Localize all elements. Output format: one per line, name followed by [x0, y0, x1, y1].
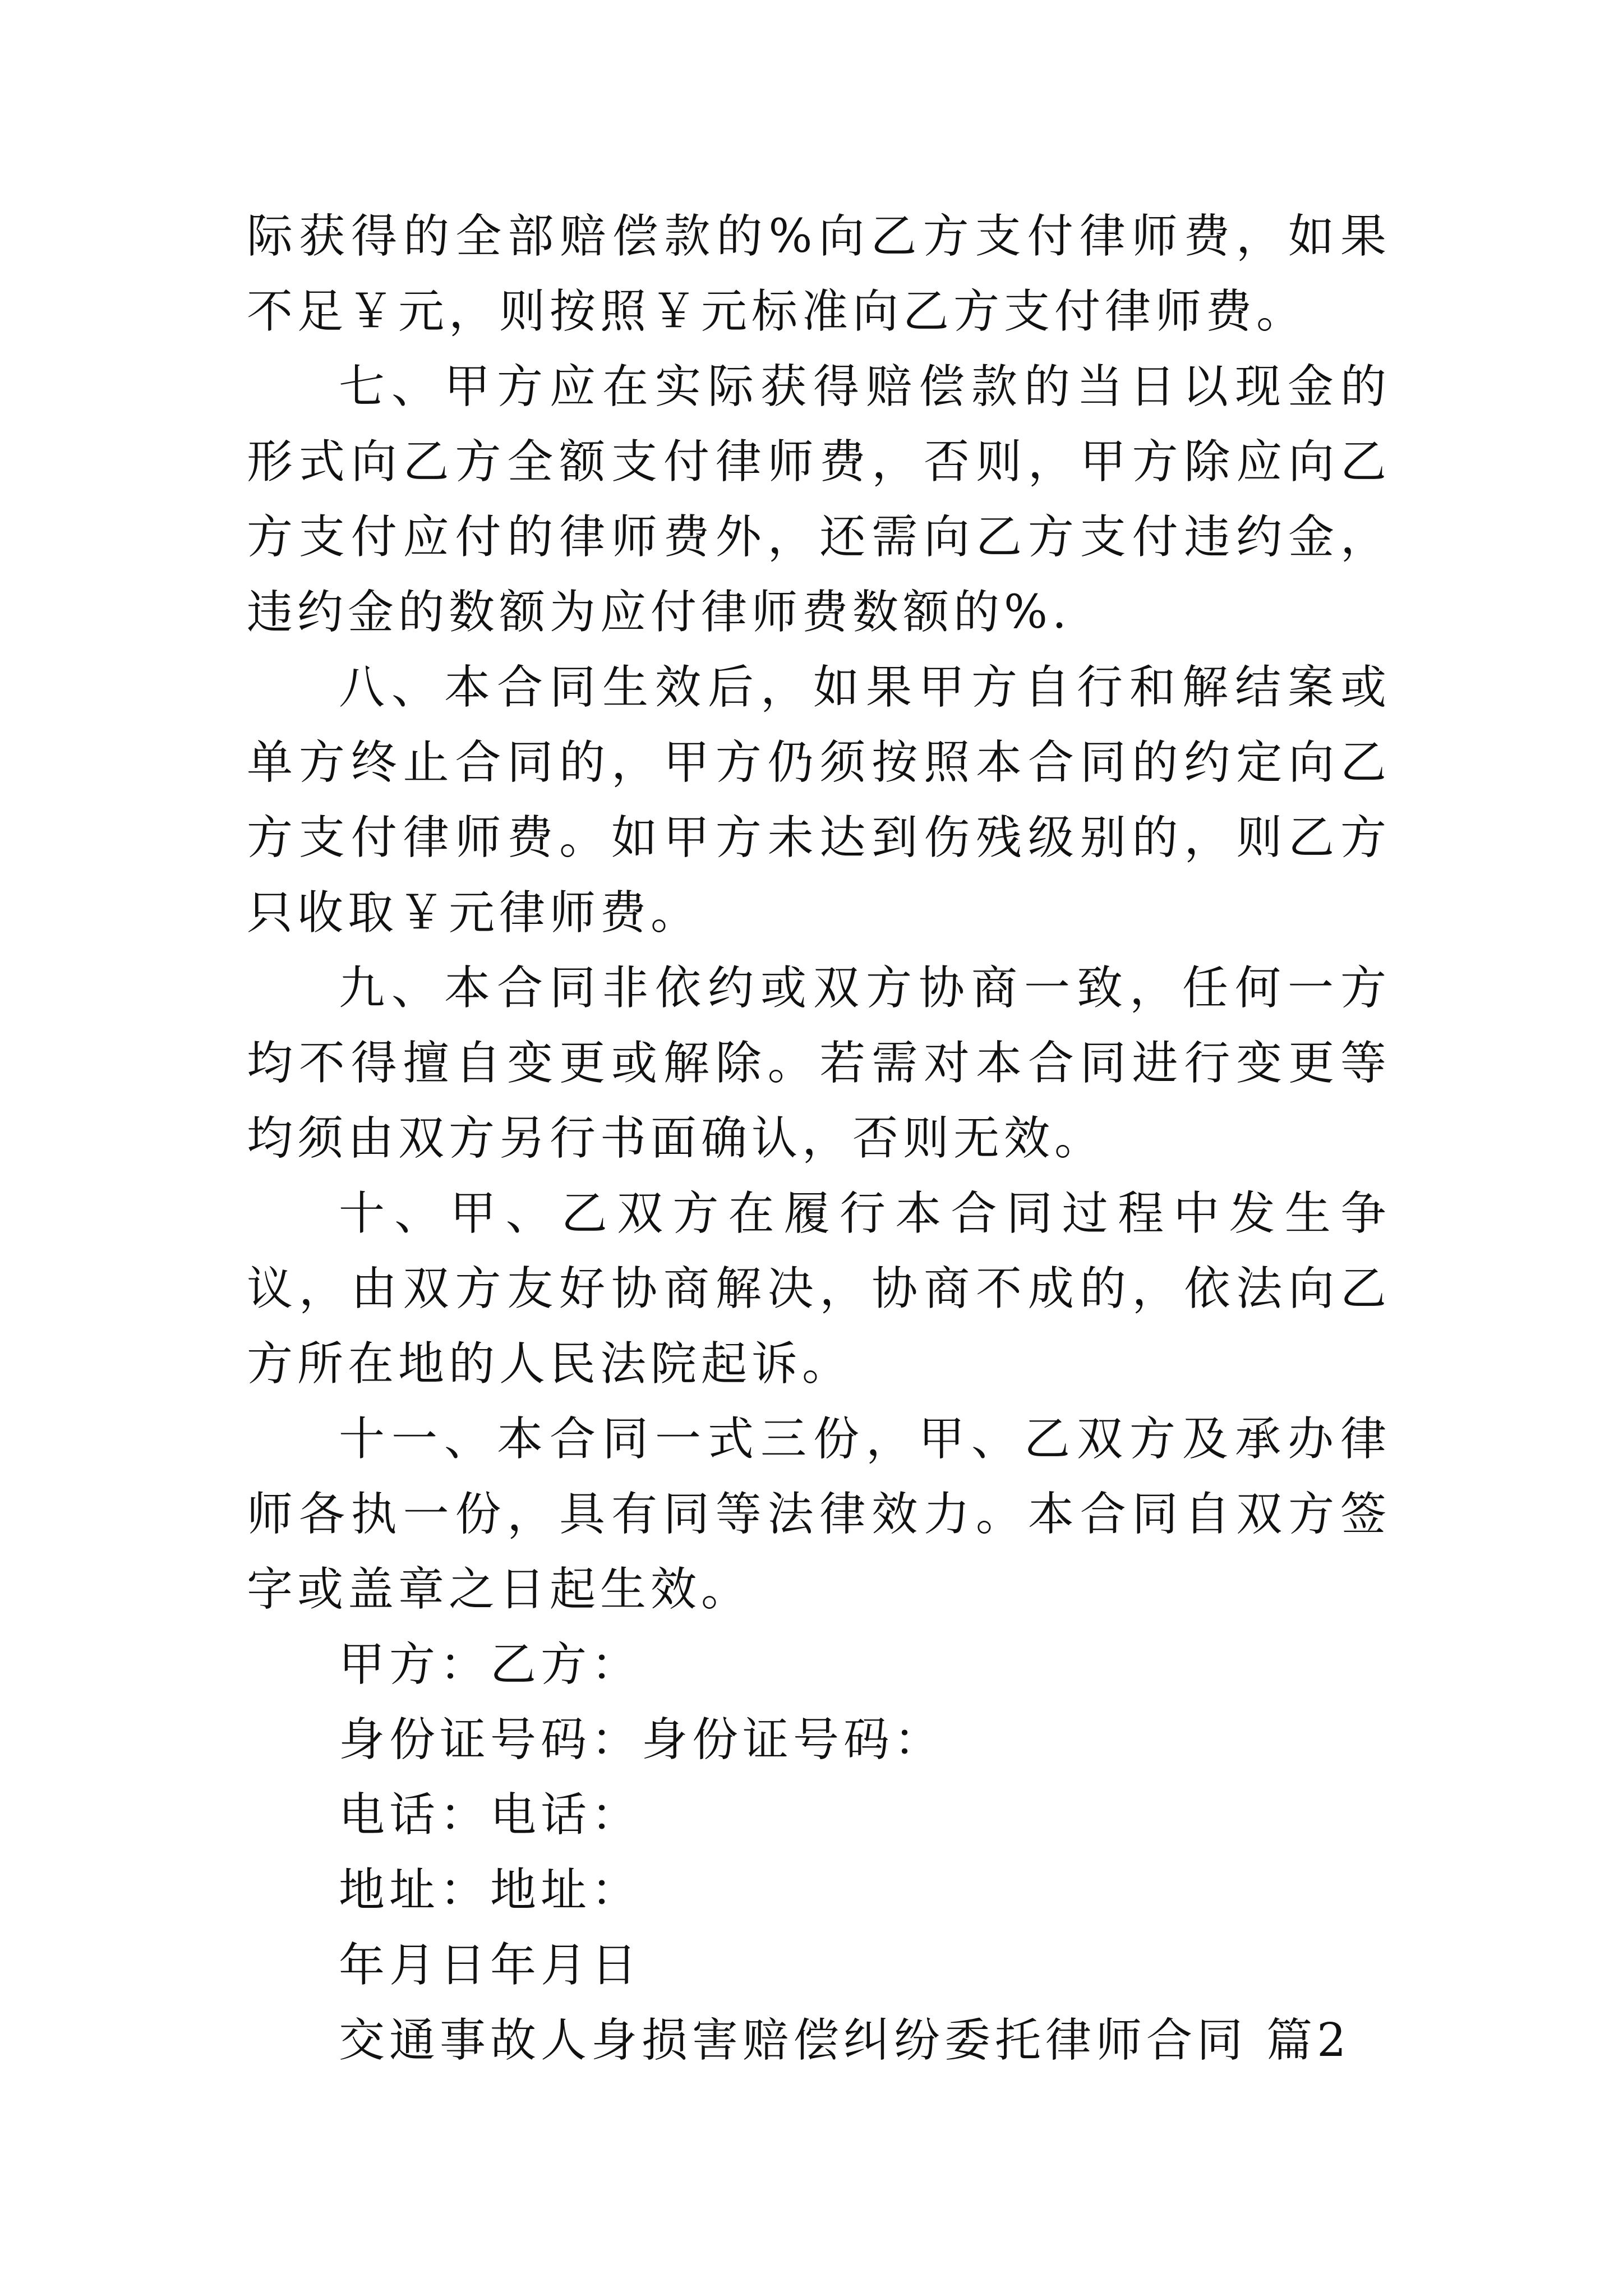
signature-phones: 电话：电话：	[339, 1788, 642, 1842]
signature-id-numbers: 身份证号码：身份证号码：	[339, 1713, 945, 1766]
signature-addresses: 地址：地址：	[339, 1864, 642, 1917]
signature-parties: 甲方：乙方：	[339, 1638, 642, 1691]
signature-dates: 年月日年月日	[339, 1939, 642, 1992]
clause-11: 十一、本合同一式三份，甲、乙双方及承办律师各执一份，具有同等法律效力。本合同自双方签字或盖章之日起生效。	[247, 1412, 1391, 1616]
document-body	[247, 199, 1391, 2078]
clause-7: 七、甲方应在实际获得赔偿款的当日以现金的形式向乙方全额支付律师费，否则，甲方除应向乙方支付应付的律师费外，还需向乙方支付违约金，违约金的数额为应付律师费数额的%.	[247, 360, 1391, 639]
paragraph-fee-continuation: 际获得的全部赔偿款的%向乙方支付律师费，如果不足￥元，则按照￥元标准向乙方支付律师费。	[247, 210, 1391, 338]
clause-10: 十、甲、乙双方在履行本合同过程中发生争议，由双方友好协商解决，协商不成的，依法向乙方所在地的人民法院起诉。	[247, 1187, 1391, 1391]
clause-8: 八、本合同生效后，如果甲方自行和解结案或单方终止合同的，甲方仍须按照本合同的约定向乙方支付律师费。如甲方未达到伤残级别的，则乙方只收取￥元律师费。	[247, 661, 1391, 940]
clause-9: 九、本合同非依约或双方协商一致，任何一方均不得擅自变更或解除。若需对本合同进行变更等均须由双方另行书面确认，否则无效。	[247, 961, 1391, 1165]
next-section-heading: 交通事故人身损害赔偿纠纷委托律师合同 篇2	[339, 2014, 1351, 2067]
